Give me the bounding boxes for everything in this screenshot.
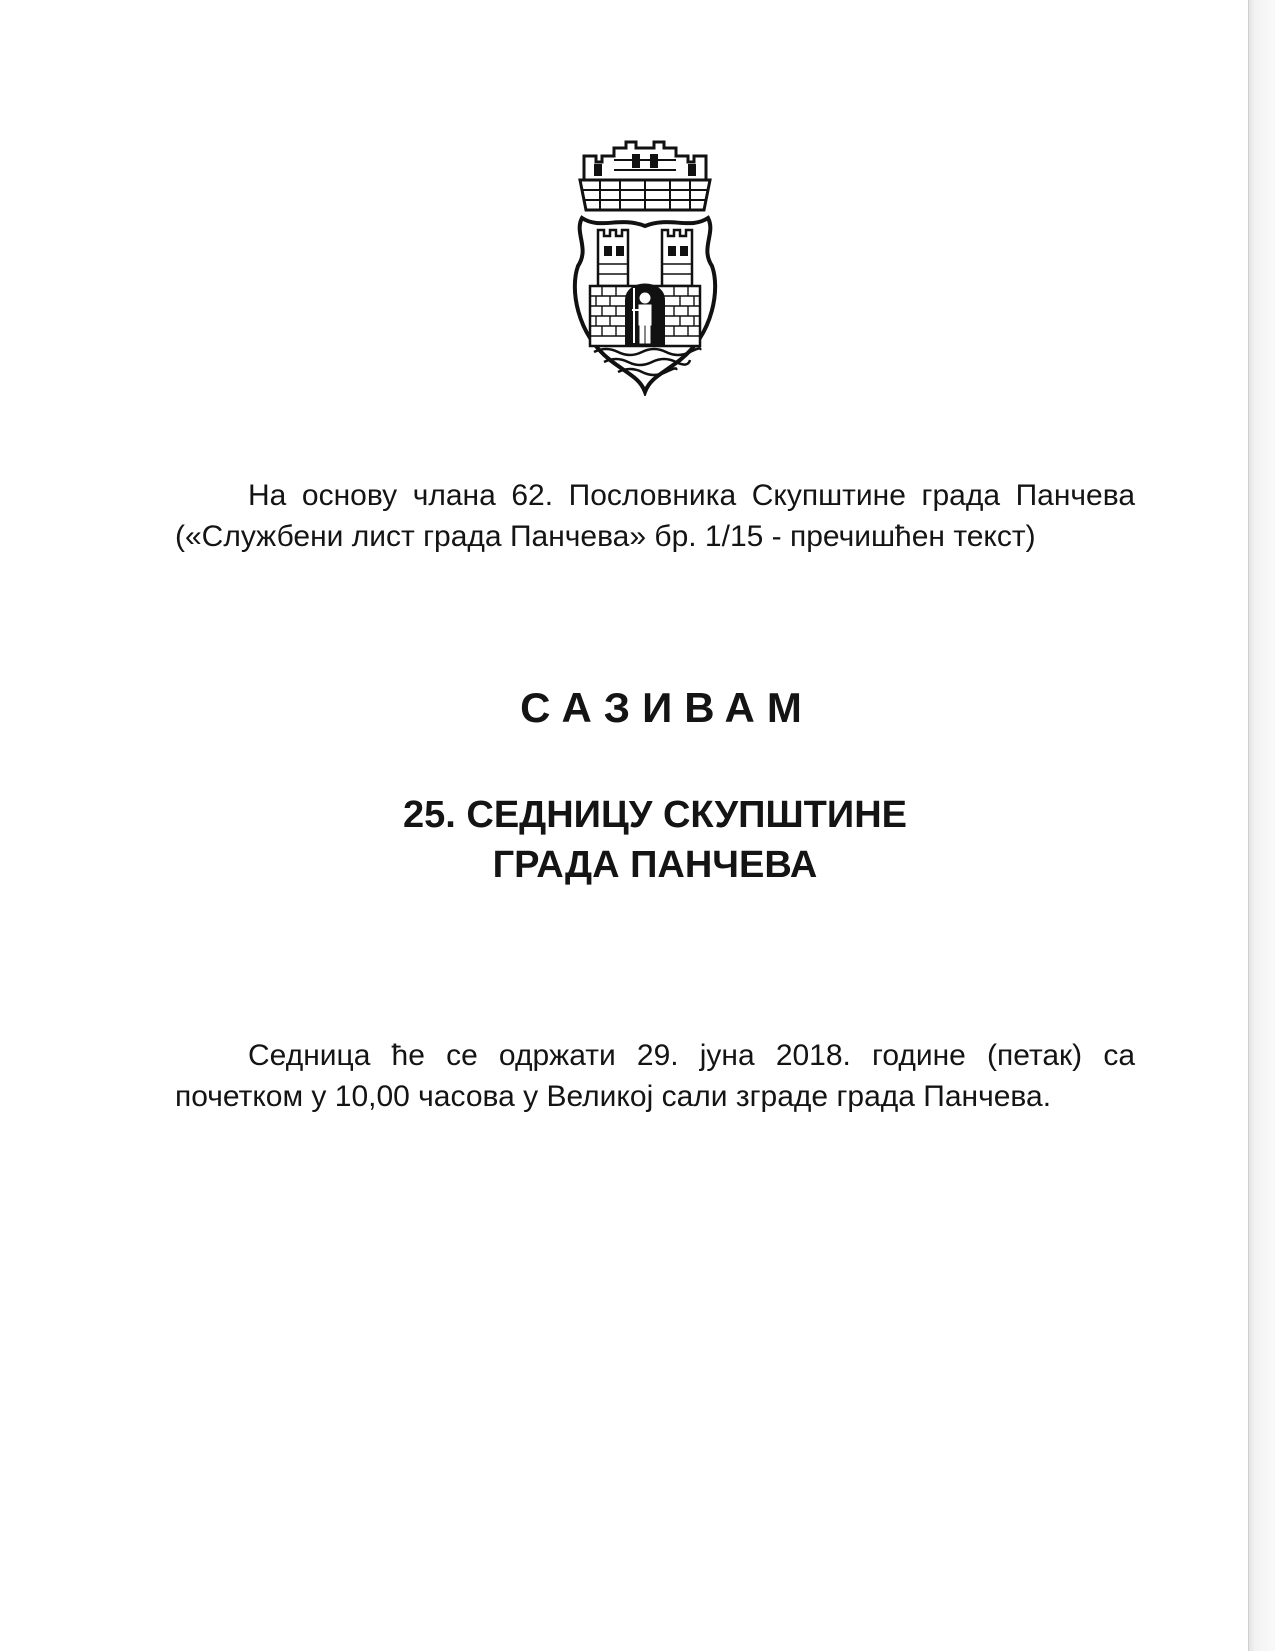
convene-heading: САЗИВАМ: [520, 684, 814, 731]
intro-paragraph: [175, 475, 1135, 557]
intro-paragraph-text: На основу члана 62. Пословника Скупштине града Панчева («Службени лист града Панчева» бр. 1/15 - пречишћен текст): [175, 479, 1135, 553]
session-paragraph-text: Седница ће се одржати 29. јуна 2018. године (петак) са почетком у 10,00 часова у Великој сали зграде града Панчева.: [175, 1039, 1135, 1113]
session-heading-line1: 25. СЕДНИЦУ СКУПШТИНЕ: [403, 794, 907, 836]
city-coat-of-arms-icon: [570, 138, 720, 396]
session-heading-line2: ГРАДА ПАНЧЕВА: [492, 844, 818, 886]
scan-page-edge: [1248, 0, 1275, 1651]
session-paragraph: [175, 1035, 1135, 1117]
session-heading: [175, 790, 1135, 890]
